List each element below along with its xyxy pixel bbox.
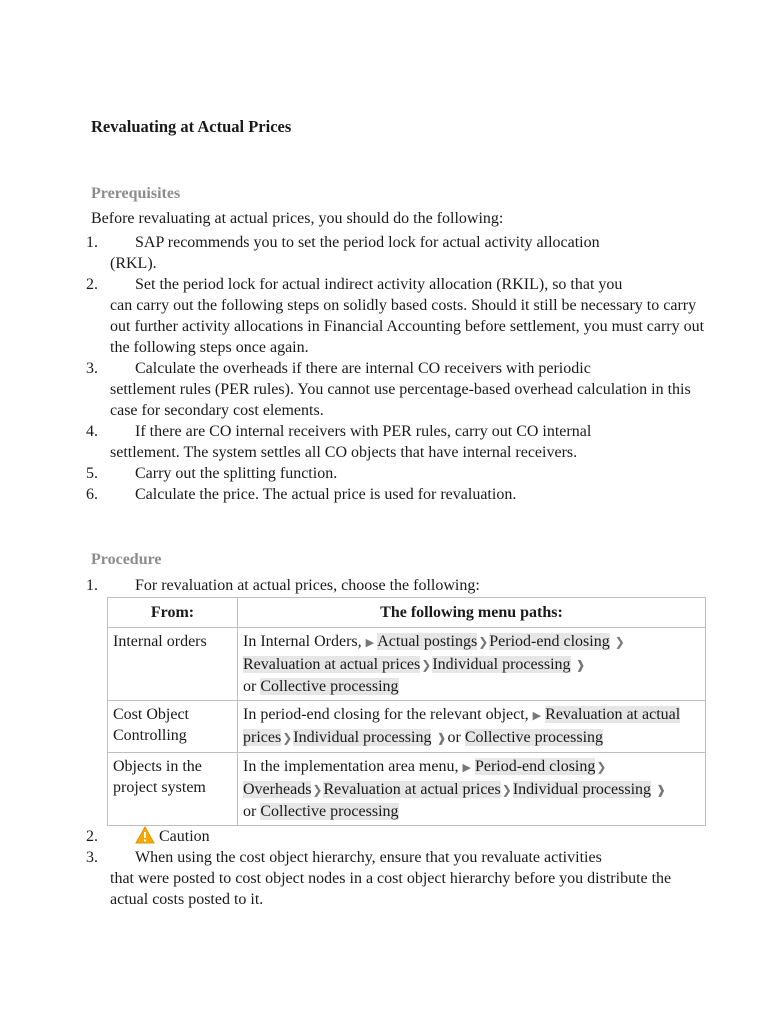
warning-icon — [135, 826, 155, 844]
prerequisites-heading: Prerequisites — [91, 185, 181, 202]
list-number: 1. — [86, 577, 98, 594]
list-number: 2. — [86, 276, 98, 293]
list-item-text: For revaluation at actual prices, choose the following: — [135, 577, 480, 594]
list-item-text-continued: that were posted to cost object nodes in a cost object hierarchy before you distribute the actual costs posted to it. — [110, 870, 672, 908]
list-item-text-continued: (RKL). — [110, 255, 157, 272]
procedure-step-1 — [0, 575, 768, 596]
list-item — [0, 847, 768, 910]
chevron-right-icon: ❯ — [596, 760, 607, 774]
menu-arrow-icon: ▶ — [365, 637, 375, 649]
chevron-right-icon: ❯ — [478, 635, 489, 649]
list-number: 5. — [86, 465, 98, 482]
or-text: or — [243, 803, 257, 820]
list-item-text: Carry out the splitting function. — [135, 465, 338, 482]
list-number: 4. — [86, 423, 98, 440]
menu-path-link[interactable]: Individual processing — [432, 656, 571, 673]
table-row — [108, 753, 706, 826]
menu-path-cell — [238, 628, 706, 701]
list-item-text: Set the period lock for actual indirect activity allocation (RKIL), so that you — [135, 276, 623, 293]
list-item — [0, 484, 768, 505]
table-row — [108, 701, 706, 753]
from-cell: Internal orders — [108, 628, 238, 701]
list-item-text: When using the cost object hierarchy, ensure that you revaluate activities — [135, 849, 602, 866]
procedure-steps-continued — [0, 826, 768, 910]
menu-path-link[interactable]: Individual processing — [512, 781, 652, 798]
or-text: or — [447, 729, 461, 746]
path-lead-text: In Internal Orders, — [243, 633, 362, 650]
list-number: 6. — [86, 486, 98, 503]
end-marker-icon: ❱ — [436, 731, 447, 745]
caution-text: Caution — [159, 828, 210, 845]
table-row — [108, 628, 706, 701]
menu-path-link[interactable]: Revaluation at actual prices — [243, 706, 681, 746]
end-marker-icon: ❱ — [656, 783, 667, 797]
path-lead-text: In period-end closing for the relevant object, — [243, 706, 529, 723]
prerequisites-list — [0, 232, 768, 505]
menu-path-link[interactable]: Actual postings — [377, 633, 478, 650]
menu-path-link[interactable]: Collective processing — [464, 729, 604, 746]
chevron-right-icon: ❯ — [312, 783, 323, 797]
table-header-row — [108, 598, 706, 628]
column-header-from: From: — [108, 598, 238, 628]
from-cell: Cost Object Controlling — [108, 701, 238, 753]
list-item-text-continued: settlement rules (PER rules). You cannot use percentage-based overhead calculation in this case for secondary cost elements. — [110, 381, 691, 419]
menu-paths-table — [107, 597, 706, 826]
menu-path-link[interactable]: Period-end closing — [489, 633, 610, 650]
list-item-text-continued: can carry out the following steps on solidly based costs. Should it still be necessary to carry out further activity allocations in Financial Accounting before settlement, you must carry out the following steps once again. — [110, 297, 705, 356]
menu-path-link[interactable]: Period-end closing — [474, 758, 596, 775]
list-item-text: Calculate the price. The actual price is used for revaluation. — [135, 486, 517, 503]
menu-path-cell — [238, 753, 706, 826]
list-item — [0, 575, 768, 596]
document-title: Revaluating at Actual Prices — [91, 117, 292, 136]
list-item-text: If there are CO internal receivers with PER rules, carry out CO internal — [135, 423, 592, 440]
menu-path-cell — [238, 701, 706, 753]
list-item — [0, 826, 768, 847]
end-marker-icon: ❱ — [575, 658, 586, 672]
list-item-text: Calculate the overheads if there are internal CO receivers with periodic — [135, 360, 591, 377]
list-item — [0, 421, 768, 463]
list-number: 3. — [86, 849, 98, 866]
list-item — [0, 274, 768, 358]
menu-path-link[interactable]: Individual processing — [293, 729, 432, 746]
list-item-text-continued: settlement. The system settles all CO objects that have internal receivers. — [110, 444, 578, 461]
menu-arrow-icon: ▶ — [462, 762, 471, 774]
list-item-text: SAP recommends you to set the period lock for actual activity allocation — [135, 234, 600, 251]
chevron-right-icon: ❯ — [501, 783, 512, 797]
chevron-right-icon: ❯ — [614, 635, 625, 649]
list-item — [0, 358, 768, 421]
from-cell: Objects in the project system — [108, 753, 238, 826]
menu-path-link[interactable]: Collective processing — [260, 803, 399, 820]
menu-path-link[interactable]: Collective processing — [260, 678, 399, 695]
chevron-right-icon: ❯ — [421, 658, 432, 672]
menu-path-link[interactable]: Overheads — [243, 781, 312, 798]
procedure-heading: Procedure — [91, 551, 162, 568]
menu-arrow-icon: ▶ — [532, 710, 542, 722]
list-number: 3. — [86, 360, 98, 377]
list-item — [0, 463, 768, 484]
or-text: or — [243, 678, 257, 695]
list-item — [0, 232, 768, 274]
prerequisites-intro: Before revaluating at actual prices, you should do the following: — [91, 210, 504, 227]
list-number: 2. — [86, 828, 98, 845]
path-lead-text: In the implementation area menu, — [243, 758, 459, 775]
menu-path-link[interactable]: Revaluation at actual prices — [243, 656, 421, 673]
column-header-menu-paths: The following menu paths: — [238, 598, 706, 628]
caution-note — [135, 828, 210, 845]
menu-path-link[interactable]: Revaluation at actual prices — [323, 781, 501, 798]
list-number: 1. — [86, 234, 98, 251]
chevron-right-icon: ❯ — [282, 731, 293, 745]
